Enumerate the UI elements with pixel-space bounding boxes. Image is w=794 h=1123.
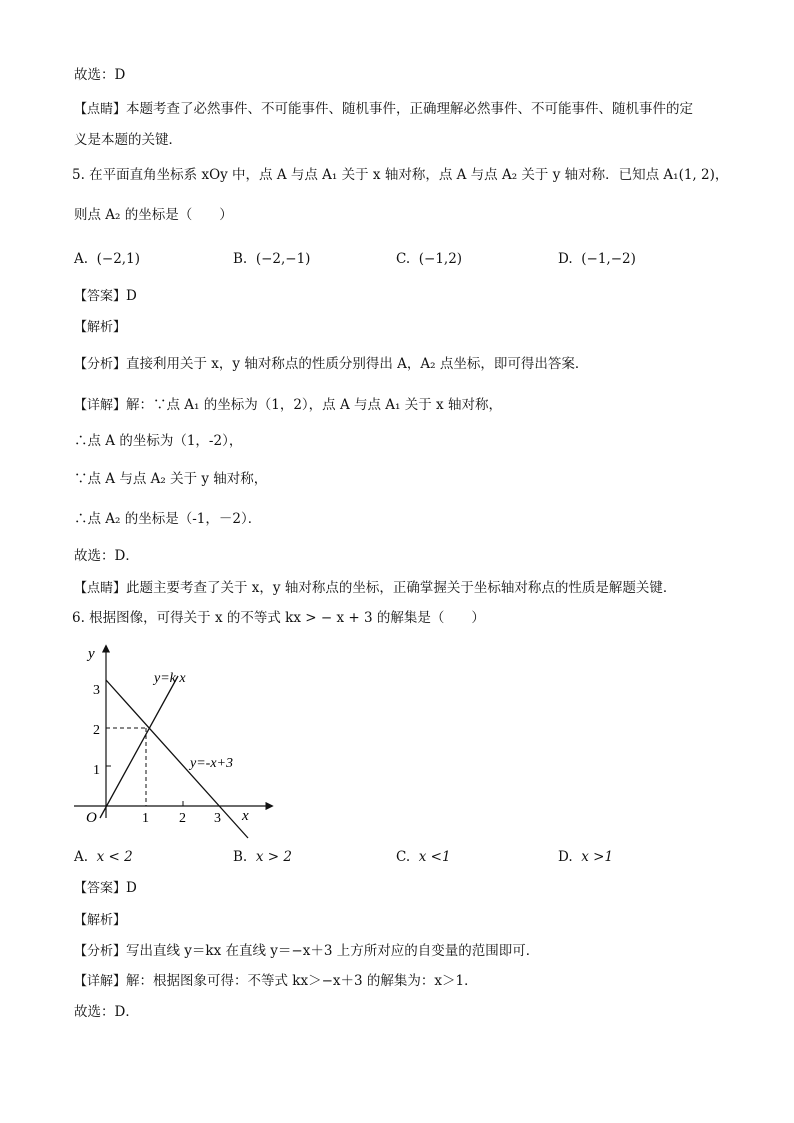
y-tick-1: 1 bbox=[93, 763, 100, 778]
x-axis-label: x bbox=[242, 808, 249, 824]
q5-option-b: B. (−2,−1) bbox=[233, 251, 311, 267]
comment-tag: 【点睛】 bbox=[74, 102, 127, 117]
q6-fenxi: 【分析】写出直线 y＝kx 在直线 y＝−x＋3 上方所对应的自变量的范围即可． bbox=[74, 943, 540, 959]
q6-choose: 故选：D． bbox=[74, 1004, 139, 1020]
q5-analysis-tag: 【解析】 bbox=[74, 320, 127, 335]
q4-comment-line-2: 义是本题的关键． bbox=[74, 132, 182, 148]
q4-comment-text-1: 本题考查了必然事件、不可能事件、随机事件，正确理解必然事件、不可能事件、随机事件的定 bbox=[126, 101, 694, 117]
q5-option-c: C. (−1,2) bbox=[396, 251, 463, 267]
q6-answer: 【答案】D bbox=[74, 880, 137, 896]
q6-option-b: B. x > 2 bbox=[233, 849, 292, 865]
q5-detail-3: ∵点 A 与点 A₂ 关于 y 轴对称， bbox=[74, 471, 268, 487]
x-tick-1: 1 bbox=[142, 811, 149, 826]
x-tick-2: 2 bbox=[179, 811, 186, 826]
q6-graph bbox=[66, 640, 286, 840]
q5-choose: 故选：D． bbox=[74, 548, 139, 564]
q6-option-c: C. x <1 bbox=[396, 849, 451, 865]
q5-option-a: A. (−2,1) bbox=[74, 251, 140, 267]
y-tick-3: 3 bbox=[93, 683, 100, 698]
q6-analysis-tag: 【解析】 bbox=[74, 913, 127, 928]
q6-detail: 【详解】解：根据图象可得：不等式 kx＞−x＋3 的解集为：x＞1． bbox=[74, 973, 478, 989]
q5-stem-line-2: 则点 A₂ 的坐标是（ ） bbox=[74, 207, 233, 223]
y-axis-label: y bbox=[88, 646, 95, 662]
origin-label: O bbox=[86, 810, 97, 826]
q6-option-a: A. x < 2 bbox=[74, 849, 133, 865]
q5-fenxi: 【分析】直接利用关于 x，y 轴对称点的性质分别得出 A，A₂ 点坐标，即可得出答案． bbox=[74, 356, 589, 372]
q5-option-d: D. (−1,−2) bbox=[558, 251, 636, 267]
q5-detail-2: ∴点 A 的坐标为（1，-2）， bbox=[74, 433, 243, 449]
q4-comment-line-1 bbox=[74, 100, 693, 119]
q5-comment: 【点睛】此题主要考查了关于 x，y 轴对称点的坐标，正确掌握关于坐标轴对称点的性质是解题关键． bbox=[74, 580, 677, 596]
q5-stem-line-1: 5. 在平面直角坐标系 xOy 中，点 A 与点 A₁ 关于 x 轴对称，点 A 与点 A₂ 关于 y 轴对称．已知点 A₁(1, 2)， bbox=[72, 167, 729, 183]
line2-label: y=-x+3 bbox=[190, 756, 233, 771]
q5-answer: 【答案】D bbox=[74, 288, 137, 304]
q5-detail-4: ∴点 A₂ 的坐标是（-1，－2）． bbox=[74, 511, 262, 527]
q6-stem: 6. 根据图像，可得关于 x 的不等式 kx > − x + 3 的解集是（ ） bbox=[72, 610, 485, 626]
line1-label: y=k x bbox=[154, 671, 186, 686]
q5-detail-1: 【详解】解：∵点 A₁ 的坐标为（1，2），点 A 与点 A₁ 关于 x 轴对称， bbox=[74, 397, 502, 413]
q6-option-d: D. x >1 bbox=[558, 849, 614, 865]
q4-answer-line: 故选：D bbox=[74, 67, 126, 83]
x-tick-3: 3 bbox=[214, 811, 221, 826]
y-tick-2: 2 bbox=[93, 723, 100, 738]
